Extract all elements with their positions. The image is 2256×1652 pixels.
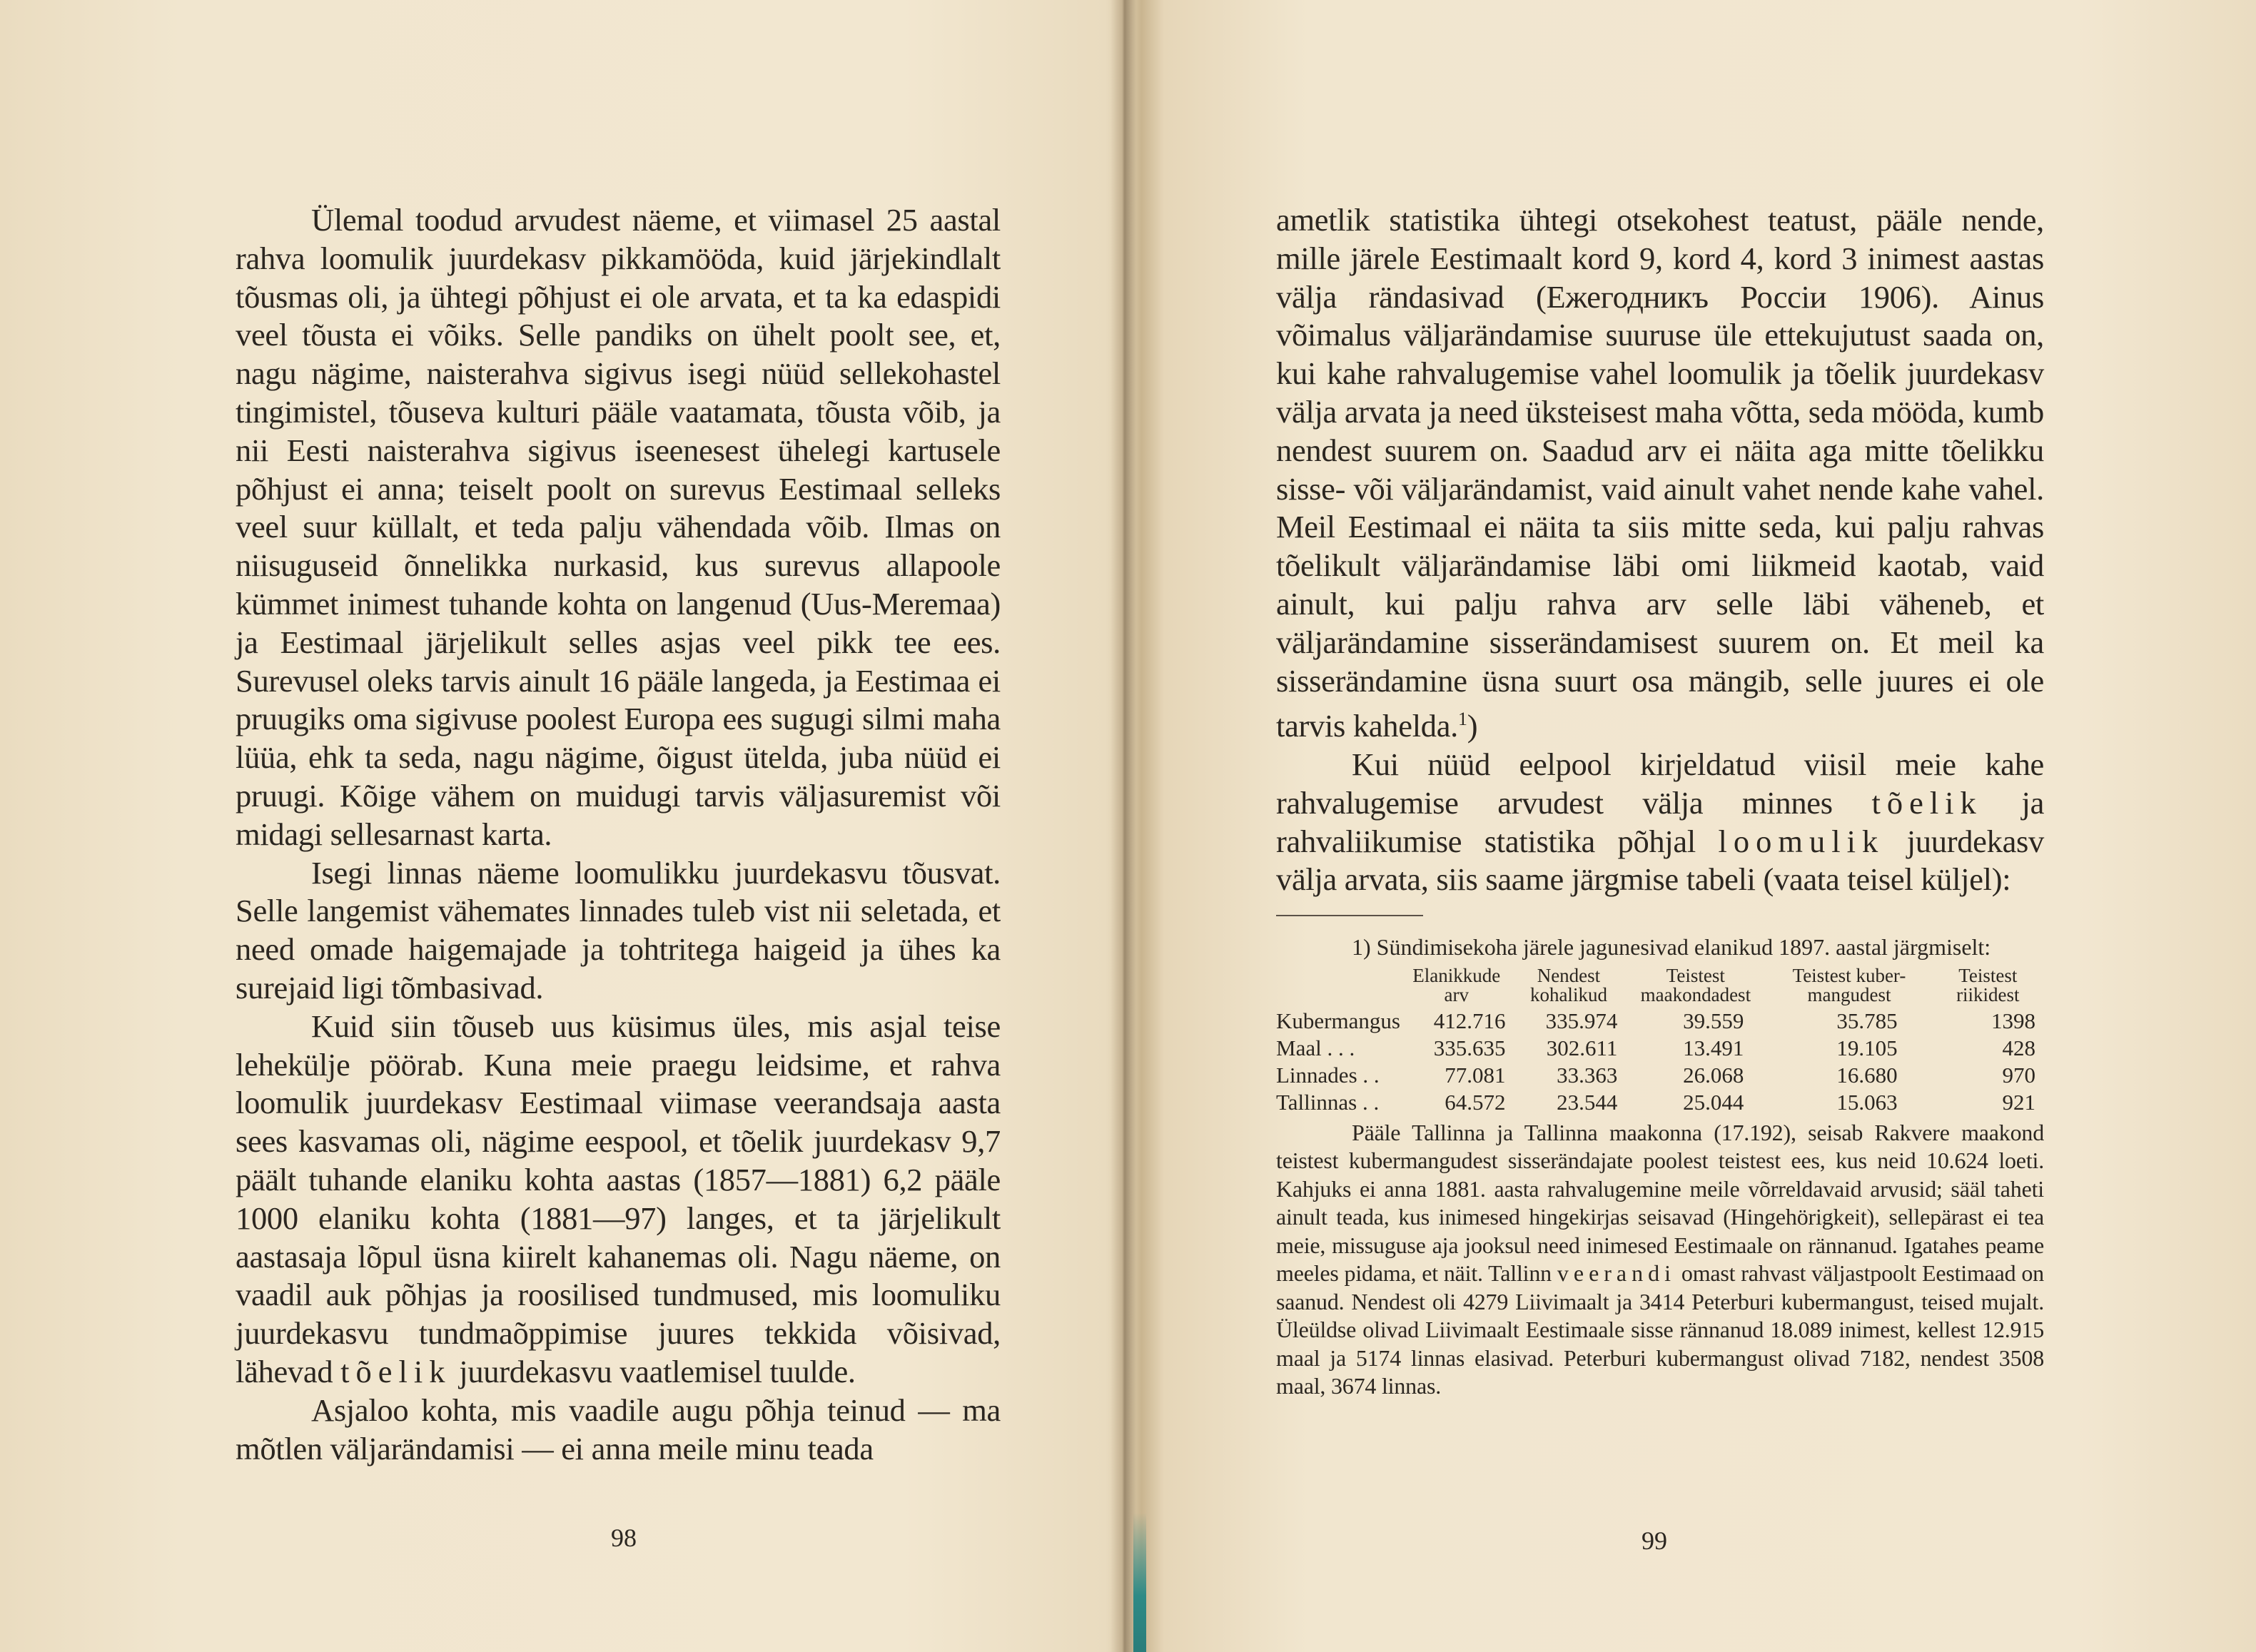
left-paragraph-4: Asjaloo kohta, mis vaadile augu põhja teinud — ma mõtlen väljarändamisi — ei anna meile minu teada	[236, 1392, 1001, 1466]
table-cell: 77.081	[1445, 1062, 1506, 1088]
right-paragraph-2-text-c: juurdekasv välja arvata, siis saame järgmise tabeli (vaata teisel küljel):	[1276, 823, 2044, 898]
footnote-reference[interactable]: 1	[1457, 709, 1467, 730]
right-paragraph-1-text: ametlik statistika ühtegi otsekohest teatust, pääle nende, mille järele Eestimaalt kord 9, kord 4, kord 3 inimest aastas välja rändasivad (Ежегодникъ Россiи 1906). Ainus võimalus väljarändamise suuruse üle ettekujutust saada on, kui kahe rahvalugemise vahel loomulik ja tõelik juurdekasv välja arvata ja need üksteisest maha võtta, seda mööda, kumb nendest suurem on. Saadud arv ei näita aga mitte tõelikku sisse- või väljarändamist, vaid ainult vahet nende kahe vahel. Meil Eestimaal ei näita ta siis mitte seda, kui palju rahvas tõelikult väljarändamise läbi omi liikmeid kaotab, vaid ainult, kui palju rahva arv selle läbi väheneb, et väljarändamine sisserändamisest suurem on. Et meil ka sisserändamine üsna suurt osa mängib, selle juures ei ole tarvis kahelda.	[1276, 202, 2044, 744]
table-cell: 15.063	[1836, 1089, 1898, 1115]
table-row	[1276, 1089, 2044, 1116]
table-row	[1276, 1035, 2044, 1062]
table-cell: 335.635	[1433, 1035, 1506, 1060]
emphasis-spaced-word-veerandi: veerandi	[1557, 1260, 1676, 1286]
emphasis-spaced-word-loomulik: loomulik	[1718, 823, 1885, 859]
binding-edge	[1133, 1513, 1146, 1652]
table-row-label: Maal . . .	[1276, 1035, 1355, 1060]
table-cell: 33.363	[1557, 1062, 1618, 1088]
table-cell: 921	[2002, 1089, 2035, 1115]
book-gutter-shadow	[1111, 0, 1136, 1652]
footnote-reference-close: )	[1467, 708, 1478, 744]
birthplace-table	[1276, 966, 2044, 1116]
right-paragraph-1	[1276, 201, 2044, 746]
table-row	[1276, 1008, 2044, 1035]
table-cell: 428	[2002, 1035, 2035, 1060]
table-cell: 1398	[1991, 1008, 2035, 1033]
left-paragraph-3-end: juurdekasvu vaatlemisel tuulde.	[459, 1353, 856, 1389]
page-number-right: 99	[1642, 1526, 1667, 1555]
table-cell: 25.044	[1683, 1089, 1744, 1115]
table-cell: 970	[2002, 1062, 2035, 1088]
table-row-label: Kubermangus	[1276, 1008, 1400, 1033]
left-paragraph-3-text: Kuid siin tõuseb uus küsimus üles, mis asjal teise lehekülje pöörab. Kuna meie praegu leidsime, et rahva loomulik juurdekasv Eestimaal viimase veerandsaja aasta sees kasvamas oli, nägime eespool, et tõelik juurdekasv 9,7 päält tuhande elaniku kohta aastas (1857—1881) 6,2 pääle 1000 elaniku kohta (1881—97) langes, et ta järjelikult aastasaja lõpul üsna kiirelt kahanemas oli. Nagu näeme, on vaadil auk põhjas ja roosilised tundmused, mis loomuliku juurdekasvu tundmaõppimise juures tekkida võisivad, lähevad	[236, 1008, 1001, 1389]
table-cell: 19.105	[1836, 1035, 1898, 1060]
table-cell: 26.068	[1683, 1062, 1744, 1088]
emphasis-spaced-word: tõelik	[340, 1353, 452, 1389]
table-cell: 412.716	[1433, 1008, 1506, 1033]
footnote-body	[1276, 1119, 2044, 1401]
table-cell: 23.544	[1557, 1089, 1618, 1115]
table-cell: 39.559	[1683, 1008, 1744, 1033]
table-row-label: Tallinnas . .	[1276, 1089, 1380, 1115]
left-paragraph-2: Isegi linnas näeme loomulikku juurdekasvu tõusvat. Selle langemist vähemates linnades tuleb vist nii seletada, et need omade haigemajade ja tohtritega haigeid ja ühes ka surejaid ligi tõmbasivad.	[236, 854, 1001, 1005]
table-cell: 335.974	[1545, 1008, 1618, 1033]
left-paragraph-3	[236, 1008, 1001, 1392]
table-row-label: Linnades . .	[1276, 1062, 1380, 1088]
table-header-cell: Teistest kuber- mangudest	[1792, 964, 1906, 1005]
footnote-divider	[1276, 915, 1423, 916]
table-row	[1276, 1062, 2044, 1089]
table-header-cell: Teistest riikidest	[1956, 964, 2020, 1005]
table-cell: 64.572	[1445, 1089, 1506, 1115]
footnote	[1276, 933, 2044, 1401]
right-paragraph-2-text-b: ja rahvaliikumise statistika põhjal	[1276, 784, 2045, 859]
table-cell: 35.785	[1836, 1008, 1898, 1033]
table-header-cell: Elanikkude arv	[1412, 964, 1501, 1005]
table-cell: 13.491	[1683, 1035, 1744, 1060]
right-page	[1276, 201, 2044, 899]
left-page	[236, 201, 1001, 1468]
footnote-intro: 1) Sündimisekoha järele jagunesivad elanikud 1897. aastal järgmiselt:	[1352, 934, 1991, 960]
right-paragraph-2-text-a: Kui nüüd eelpool kirjeldatud viisil meie kahe rahvalugemise arvudest välja minnes	[1276, 746, 2044, 821]
table-header-cell: Teistest maakondadest	[1640, 964, 1751, 1005]
page-number-left: 98	[611, 1524, 637, 1552]
table-header-cell: Nendest kohalikud	[1529, 964, 1607, 1005]
footnote-body-text: Pääle Tallinna ja Tallinna maakonna (17.192), seisab Rakvere maakond teistest kubermangudest sisserändajate poolest teistest ees, kus neid 10.624 loeti. Kahjuks ei anna 1881. aasta rahvalugemine meile võrreldavaid arvusid; sääl taheti ainult teada, kus inimesed hingekirjas seisavad (Hingehörigkeit), sellepärast ei tea meie, missuguse aja jooksul need inimesed Eestimaale on rännanud. Igatahes peame meeles pidama, et näit. Tallinn	[1276, 1119, 2044, 1286]
table-cell: 16.680	[1836, 1062, 1898, 1088]
table-cell: 302.611	[1546, 1035, 1618, 1060]
right-paragraph-2	[1276, 746, 2044, 899]
emphasis-spaced-word-toelik: tõelik	[1871, 784, 1983, 821]
footnote-body-end: omast rahvast väljastpoolt Eestimaad on saanud. Nendest oli 4279 Liivimaalt ja 3414 Peterburi kubermangust, teised mujalt. Üleüldse olivad Liivimaalt Eestimaale sisse rännanud 18.089 inimest, kellest 12.915 maal ja 5174 linnas elasivad. Peterburi kubermangust olivad 7182, nendest 3508 maal, 3674 linnas.	[1276, 1260, 2044, 1399]
table-header-label	[1276, 966, 1400, 1008]
left-paragraph-1: Ülemal toodud arvudest näeme, et viimasel 25 aastal rahva loomulik juurdekasv pikkamööda, kuid järjekindlalt tõusmas oli, ja ühtegi põhjust ei ole arvata, et ta ka edaspidi veel tõusta ei võiks. Selle pandiks on ühelt poolt see, et, nagu nägime, naisterahva sigivus isegi nüüd sellekohastel tingimistel, tõuseva kulturi pääle vaatamata, tõusta võib, ja nii Eesti naisterahva sigivus iseenesest ühelegi kartusele põhjust ei anna; teiselt poolt on surevus Eestimaal selleks veel suur küllalt, et teda palju vähendada võib. Ilmas on niisuguseid õnnelikka nurkasid, kus surevus allapoole kümmet inimest tuhande kohta on langenud (Uus-Meremaa) ja Eestimaal järjelikult selles asjas veel pikk tee ees. Surevusel oleks tarvis ainult 16 pääle langeda, ja Eestimaa ei pruugiks oma sigivuse poolest Europa ees sugugi silmi maha lüüa, ehk ta seda, nagu nägime, õigust ütelda, juba nüüd ei pruugi. Kõige vähem on muidugi tarvis väljasuremist või midagi sellesarnast karta.	[236, 202, 1001, 852]
table-header-row	[1276, 966, 2044, 1008]
